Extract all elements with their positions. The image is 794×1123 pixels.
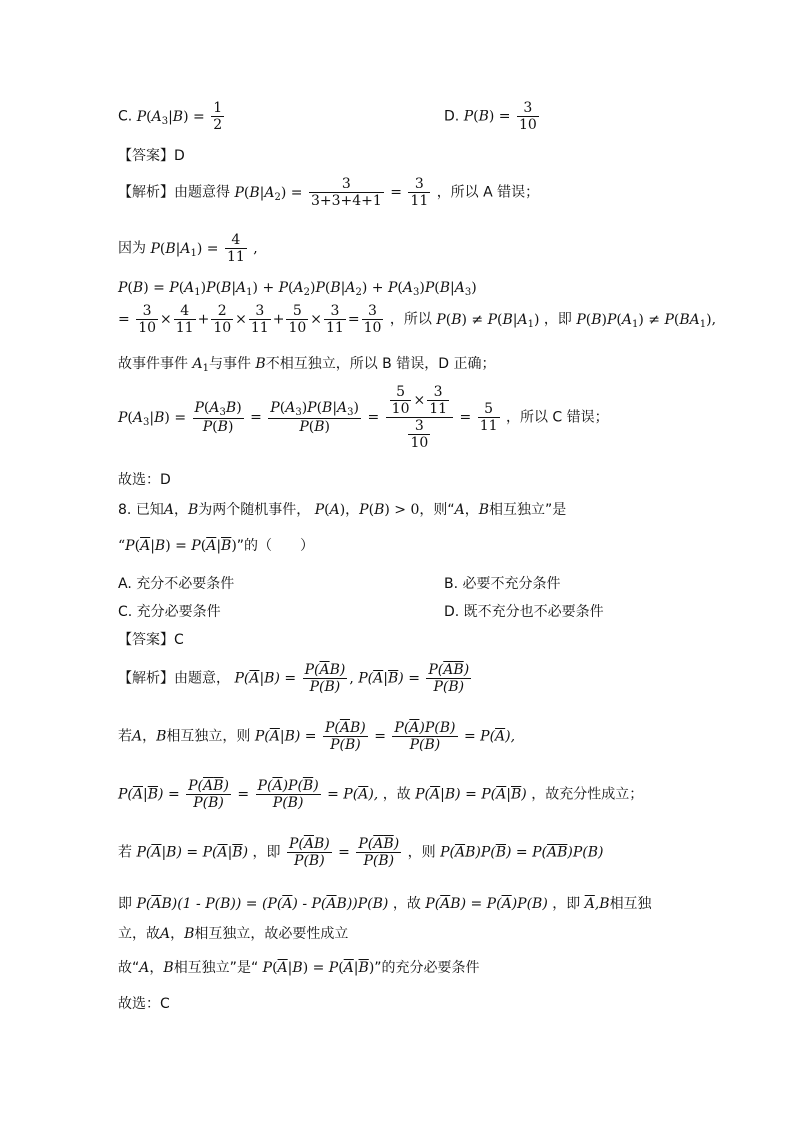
q8-stem-line1: 8. 已知A，B为两个随机事件， P(A)，P(B) > 0，则“A，B相互独立”是 — [118, 502, 567, 518]
q8-analysis-line7: 故“A，B相互独立”是“ $P(\overline{A}|B) = P(\overline{A}|\overline{B})$”的充分必要条件 — [118, 960, 480, 976]
q7-choice: 故选：D — [118, 472, 171, 488]
q8-stem-line2: “$P(\overline{A}|B) = P(\overline{A}|\overline{B})$”的（ ） — [118, 538, 315, 554]
q8-choice: 故选：C — [118, 996, 170, 1012]
q8-analysis-line1: 【解析】由题意， $P(\overline{A}|B)$ = $\frac{P(\overline{A}B)}{P(B)}$ , $P(\overline{A}|\overline{B})$ = $\frac{P(\overline{A}\overline{B})}{P(\overline{B})}$ — [118, 662, 470, 696]
q7-answer: 【答案】D — [118, 148, 185, 164]
q8-option-a: A. 充分不必要条件 — [118, 576, 235, 592]
q8-answer: 【答案】C — [118, 632, 184, 648]
q7-total-prob: $P(B) = P(A_1)P(B|A_1) + P(A_2)P(B|A_2) + P(A_3)P(B|A_3)$ — [118, 280, 477, 298]
q7-analysis-line5: 故事件事件 $A_1$与事件 B不相互独立，所以 B 错误，D 正确； — [118, 356, 496, 374]
q7-conditional-calc: $P(A_3|B)$ = $\frac{P(A_3B)}{P(B)}$ = $\frac{P(A_3)P(B|A_3)}{P(B)}$ = $\frac{5}{10}$ × $\frac{3}{11}$ $\frac{3}{10}$ = $\frac{5}{11}$ ，所以 C 错误； — [118, 384, 609, 452]
q7-analysis-line2: 因为 $P(B|A_1)$ = $\frac{4}{11}$ , — [118, 232, 258, 266]
q8-option-b: B. 必要不充分条件 — [444, 576, 561, 592]
q8-analysis-line6: 立，故A，B相互独立，故必要性成立 — [118, 926, 349, 942]
q7-analysis-line1: 【解析】由题意得 $P(B|A_2)$ = $\frac{3}{3+3+4+1}$ = $\frac{3}{11}$ ，所以 A 错误； — [118, 176, 540, 210]
option-d-prev: D. P(B) = $\frac{3}{10}$ — [444, 100, 537, 134]
q8-option-d: D. 既不充分也不必要条件 — [444, 604, 604, 620]
q7-total-prob-calc: = $\frac{3}{10}$ × $\frac{4}{11}$ + $\frac{2}{10}$ × $\frac{3}{11}$ + $\frac{5}{10}$ × $\frac{3}{11}$ = $\frac{3}{10}$ ，所以 $P(B) \ne P(B|A_1)$ ，即 $P(B)P(A_1) \ne P(BA_1)$, — [118, 303, 717, 337]
q8-analysis-line4: 若 $P(\overline{A}|B) = P(\overline{A}|\overline{B})$ ，即 $\frac{P(\overline{A}B)}{P(B)}$ = $\frac{P(\overline{A}\overline{B})}{P(\overline{B})}$ ，则 $P(\overline{A}B)P(\overline{B}) = P(\overline{A}\overline{B})P(B)$ — [118, 836, 604, 870]
q8-option-c: C. 充分必要条件 — [118, 604, 221, 620]
option-c-prev: C. $P(A_3|B)$ = $\frac{1}{2}$ — [118, 100, 223, 134]
q8-analysis-line2: 若A，B相互独立，则 $P(\overline{A}|B)$ = $\frac{P(\overline{A}B)}{P(B)}$ = $\frac{P(\overline{A})P(B)}{P(B)}$ = $P(\overline{A})$, — [118, 720, 516, 754]
q8-analysis-line3: $P(\overline{A}|\overline{B})$ = $\frac{P(\overline{A}\overline{B})}{P(\overline{B})}$ = $\frac{P(\overline{A})P(\overline{B})}{P(\overline{B})}$ = $P(\overline{A})$, ，故 $P(\overline{A}|B) = P(\overline{A}|\overline{B})$ ，故充分性成立； — [118, 778, 644, 812]
q8-analysis-line5: 即 $P(\overline{A}B)(1 - P(B)) = (P(\overline{A}) - P(\overline{A}B))P(B)$ ，故 $P(\overline{A}B) = P(\overline{A})P(B)$ ，即 $\overline{A},B$相互独 — [118, 896, 652, 912]
